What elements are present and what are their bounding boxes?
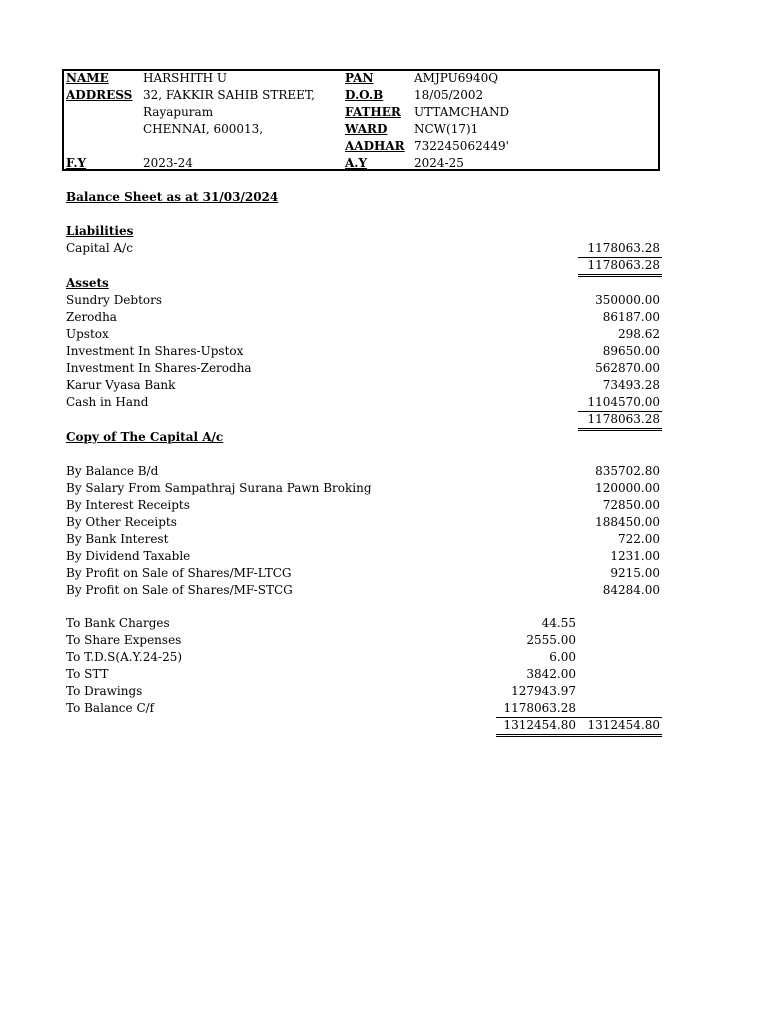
asset-amount: 89650.00 <box>602 344 660 358</box>
debit-label: To Bank Charges <box>66 616 170 630</box>
credit-label: By Profit on Sale of Shares/MF-STCG <box>66 583 293 597</box>
address-line-2: Rayapuram <box>143 105 214 119</box>
debit-amount: 44.55 <box>541 616 576 630</box>
ay-value: 2024-25 <box>414 156 464 170</box>
table-row <box>0 531 768 548</box>
liability-label: Capital A/c <box>66 241 133 255</box>
credit-amount: 188450.00 <box>595 515 660 529</box>
balance-sheet-title-row <box>0 189 768 206</box>
table-row <box>0 615 768 632</box>
credit-amount: 84284.00 <box>602 583 660 597</box>
asset-amount: 298.62 <box>618 327 660 341</box>
dob-value: 18/05/2002 <box>414 88 484 102</box>
table-row <box>0 666 768 683</box>
debit-label: To STT <box>66 667 109 681</box>
aadhar-label: AADHAR <box>345 139 405 153</box>
table-row <box>0 326 768 343</box>
father-label: FATHER <box>345 105 401 119</box>
fy-value: 2023-24 <box>143 156 193 170</box>
credit-amount: 722.00 <box>618 532 660 546</box>
asset-label: Upstox <box>66 327 109 341</box>
table-row <box>0 497 768 514</box>
table-row <box>0 514 768 531</box>
asset-label: Investment In Shares-Zerodha <box>66 361 252 375</box>
dob-label: D.O.B <box>345 88 384 102</box>
table-row <box>0 309 768 326</box>
assets-total: 1178063.28 <box>587 412 660 426</box>
liabilities-heading-row <box>0 223 768 240</box>
total-credit: 1312454.80 <box>587 718 660 732</box>
ay-label: A.Y <box>345 156 368 170</box>
credit-label: By Bank Interest <box>66 532 169 546</box>
asset-label: Cash in Hand <box>66 395 149 409</box>
liability-amount: 1178063.28 <box>587 241 660 255</box>
table-row <box>0 548 768 565</box>
fy-label: F.Y <box>66 156 87 170</box>
total-debit: 1312454.80 <box>503 718 576 732</box>
asset-label: Karur Vyasa Bank <box>66 378 176 392</box>
balance-sheet-title: Balance Sheet as at 31/03/2024 <box>66 190 279 204</box>
assets-heading-row <box>0 275 768 292</box>
table-row <box>0 683 768 700</box>
aadhar-value: 732245062449' <box>414 139 509 153</box>
address-line-1: 32, FAKKIR SAHIB STREET, <box>143 88 315 102</box>
total-double-rule-top <box>496 734 662 735</box>
capital-total-row <box>0 717 768 734</box>
assets-heading: Assets <box>66 276 109 290</box>
address-label: ADDRESS <box>66 88 133 102</box>
table-row <box>0 649 768 666</box>
table-row <box>0 700 768 717</box>
table-row <box>0 343 768 360</box>
capital-account-heading: Copy of The Capital A/c <box>66 430 224 444</box>
pan-label: PAN <box>345 71 374 85</box>
ward-label: WARD <box>345 122 388 136</box>
credit-label: By Interest Receipts <box>66 498 190 512</box>
table-row <box>0 394 768 411</box>
debit-amount: 2555.00 <box>526 633 576 647</box>
total-double-rule-bottom <box>496 736 662 737</box>
asset-amount: 350000.00 <box>595 293 660 307</box>
asset-amount: 86187.00 <box>602 310 660 324</box>
debit-label: To Share Expenses <box>66 633 182 647</box>
table-row <box>0 582 768 599</box>
address-line-3: CHENNAI, 600013, <box>143 122 264 136</box>
father-value: UTTAMCHAND <box>414 105 510 119</box>
capital-account-heading-row <box>0 429 768 446</box>
name-label: NAME <box>66 71 109 85</box>
debit-label: To Drawings <box>66 684 143 698</box>
credit-amount: 1231.00 <box>610 549 660 563</box>
debit-amount: 3842.00 <box>526 667 576 681</box>
table-row <box>0 565 768 582</box>
asset-label: Investment In Shares-Upstox <box>66 344 244 358</box>
debit-amount: 6.00 <box>549 650 576 664</box>
table-row <box>0 480 768 497</box>
liabilities-total-row <box>0 257 768 274</box>
table-row <box>0 463 768 480</box>
liabilities-heading: Liabilities <box>66 224 134 238</box>
credit-label: By Salary From Sampathraj Surana Pawn Broking <box>66 481 372 495</box>
name-value: HARSHITH U <box>143 71 227 85</box>
debit-label: To T.D.S(A.Y.24-25) <box>66 650 183 664</box>
credit-amount: 9215.00 <box>610 566 660 580</box>
credit-amount: 72850.00 <box>602 498 660 512</box>
credit-label: By Dividend Taxable <box>66 549 191 563</box>
liabilities-total: 1178063.28 <box>587 258 660 272</box>
assets-total-row <box>0 411 768 428</box>
asset-amount: 73493.28 <box>602 378 660 392</box>
credit-label: By Balance B/d <box>66 464 159 478</box>
table-row <box>0 377 768 394</box>
credit-amount: 120000.00 <box>595 481 660 495</box>
asset-label: Sundry Debtors <box>66 293 163 307</box>
table-row <box>0 240 768 257</box>
debit-label: To Balance C/f <box>66 701 155 715</box>
asset-amount: 1104570.00 <box>587 395 660 409</box>
ward-value: NCW(17)1 <box>414 122 479 136</box>
pan-value: AMJPU6940Q <box>414 71 499 85</box>
table-row <box>0 360 768 377</box>
asset-amount: 562870.00 <box>595 361 660 375</box>
credit-label: By Other Receipts <box>66 515 177 529</box>
debit-amount: 1178063.28 <box>503 701 576 715</box>
debit-amount: 127943.97 <box>511 684 576 698</box>
table-row <box>0 292 768 309</box>
credit-amount: 835702.80 <box>595 464 660 478</box>
asset-label: Zerodha <box>66 310 117 324</box>
table-row <box>0 632 768 649</box>
credit-label: By Profit on Sale of Shares/MF-LTCG <box>66 566 292 580</box>
